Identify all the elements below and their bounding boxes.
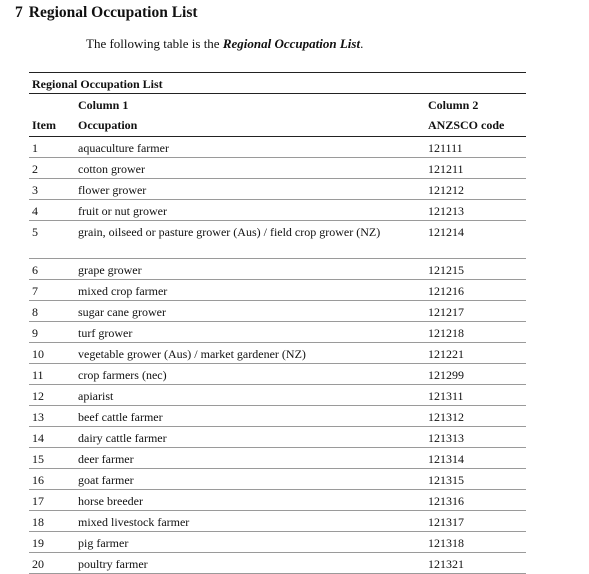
table-row (29, 448, 526, 469)
occupation-cell: aquaculture farmer (78, 141, 169, 155)
code-cell: 121211 (428, 162, 464, 176)
item-cell: 2 (32, 162, 38, 176)
code-cell: 121314 (428, 452, 464, 466)
intro-suffix: . (360, 36, 364, 51)
table-row (29, 385, 526, 406)
occupation-table (29, 72, 526, 574)
table-row (29, 490, 526, 511)
occupation-cell: dairy cattle farmer (78, 431, 167, 445)
code-cell: 121221 (428, 347, 464, 361)
table-row (29, 511, 526, 532)
item-cell: 5 (32, 225, 38, 239)
code-cell: 121312 (428, 410, 464, 424)
table-row (29, 301, 526, 322)
section-number: 7 (15, 4, 23, 21)
item-cell: 7 (32, 284, 38, 298)
header-column1: Column 1 (78, 98, 129, 112)
table-row (29, 200, 526, 221)
item-cell: 13 (32, 410, 44, 424)
occupation-cell: mixed crop farmer (78, 284, 168, 298)
code-cell: 121214 (428, 225, 464, 239)
occupation-cell: grain, oilseed or pasture grower (Aus) / field crop grower (NZ) (78, 225, 381, 239)
item-cell: 17 (32, 494, 44, 508)
table-row (29, 179, 526, 200)
table-row (29, 158, 526, 179)
occupation-cell: pig farmer (78, 536, 129, 550)
table-row (29, 259, 526, 280)
item-cell: 3 (32, 183, 38, 197)
header-occupation: Occupation (78, 118, 138, 132)
code-cell: 121217 (428, 305, 464, 319)
code-cell: 121315 (428, 473, 464, 487)
occupation-cell: goat farmer (78, 473, 134, 487)
table-row (29, 532, 526, 553)
code-cell: 121213 (428, 204, 464, 218)
table-row (29, 427, 526, 448)
header-code: ANZSCO code (428, 118, 505, 132)
section-title: Regional Occupation List (28, 4, 198, 21)
code-cell: 121316 (428, 494, 464, 508)
code-cell: 121218 (428, 326, 464, 340)
intro-paragraph (86, 36, 363, 52)
item-cell: 14 (32, 431, 44, 445)
item-cell: 12 (32, 389, 44, 403)
occupation-cell: apiarist (78, 389, 114, 403)
occupation-cell: flower grower (78, 183, 147, 197)
item-cell: 8 (32, 305, 38, 319)
item-cell: 15 (32, 452, 44, 466)
table-row (29, 406, 526, 427)
item-cell: 4 (32, 204, 38, 218)
table-row (29, 221, 526, 259)
table-body (29, 137, 526, 574)
code-cell: 121111 (428, 141, 463, 155)
code-cell: 121212 (428, 183, 464, 197)
code-cell: 121318 (428, 536, 464, 550)
item-cell: 6 (32, 263, 38, 277)
code-cell: 121321 (428, 557, 464, 571)
code-cell: 121317 (428, 515, 464, 529)
occupation-cell: poultry farmer (78, 557, 148, 571)
code-cell: 121215 (428, 263, 464, 277)
occupation-cell: cotton grower (78, 162, 145, 176)
intro-emphasis: Regional Occupation List (222, 36, 361, 51)
occupation-cell: deer farmer (78, 452, 134, 466)
occupation-cell: turf grower (78, 326, 133, 340)
item-cell: 18 (32, 515, 44, 529)
occupation-cell: horse breeder (78, 494, 143, 508)
item-cell: 1 (32, 141, 38, 155)
occupation-cell: vegetable grower (Aus) / market gardener (NZ) (78, 347, 306, 361)
header-column2: Column 2 (428, 98, 479, 112)
occupation-cell: fruit or nut grower (78, 204, 167, 218)
code-cell: 121216 (428, 284, 464, 298)
table-row (29, 343, 526, 364)
item-cell: 11 (32, 368, 44, 382)
table-row (29, 322, 526, 343)
code-cell: 121299 (428, 368, 464, 382)
item-cell: 20 (32, 557, 44, 571)
occupation-cell: sugar cane grower (78, 305, 166, 319)
table-header (29, 94, 526, 137)
header-item: Item (32, 118, 56, 132)
table-row (29, 364, 526, 385)
item-cell: 19 (32, 536, 44, 550)
item-cell: 10 (32, 347, 44, 361)
occupation-cell: beef cattle farmer (78, 410, 163, 424)
code-cell: 121311 (428, 389, 464, 403)
code-cell: 121313 (428, 431, 464, 445)
table-row (29, 280, 526, 301)
section-heading (15, 4, 198, 22)
table-row (29, 137, 526, 158)
item-cell: 16 (32, 473, 44, 487)
table-row (29, 553, 526, 574)
intro-prefix: The following table is the (86, 36, 223, 51)
occupation-cell: mixed livestock farmer (78, 515, 190, 529)
occupation-cell: grape grower (78, 263, 142, 277)
table-caption: Regional Occupation List (32, 77, 163, 91)
occupation-cell: crop farmers (nec) (78, 368, 167, 382)
table-row (29, 469, 526, 490)
item-cell: 9 (32, 326, 38, 340)
